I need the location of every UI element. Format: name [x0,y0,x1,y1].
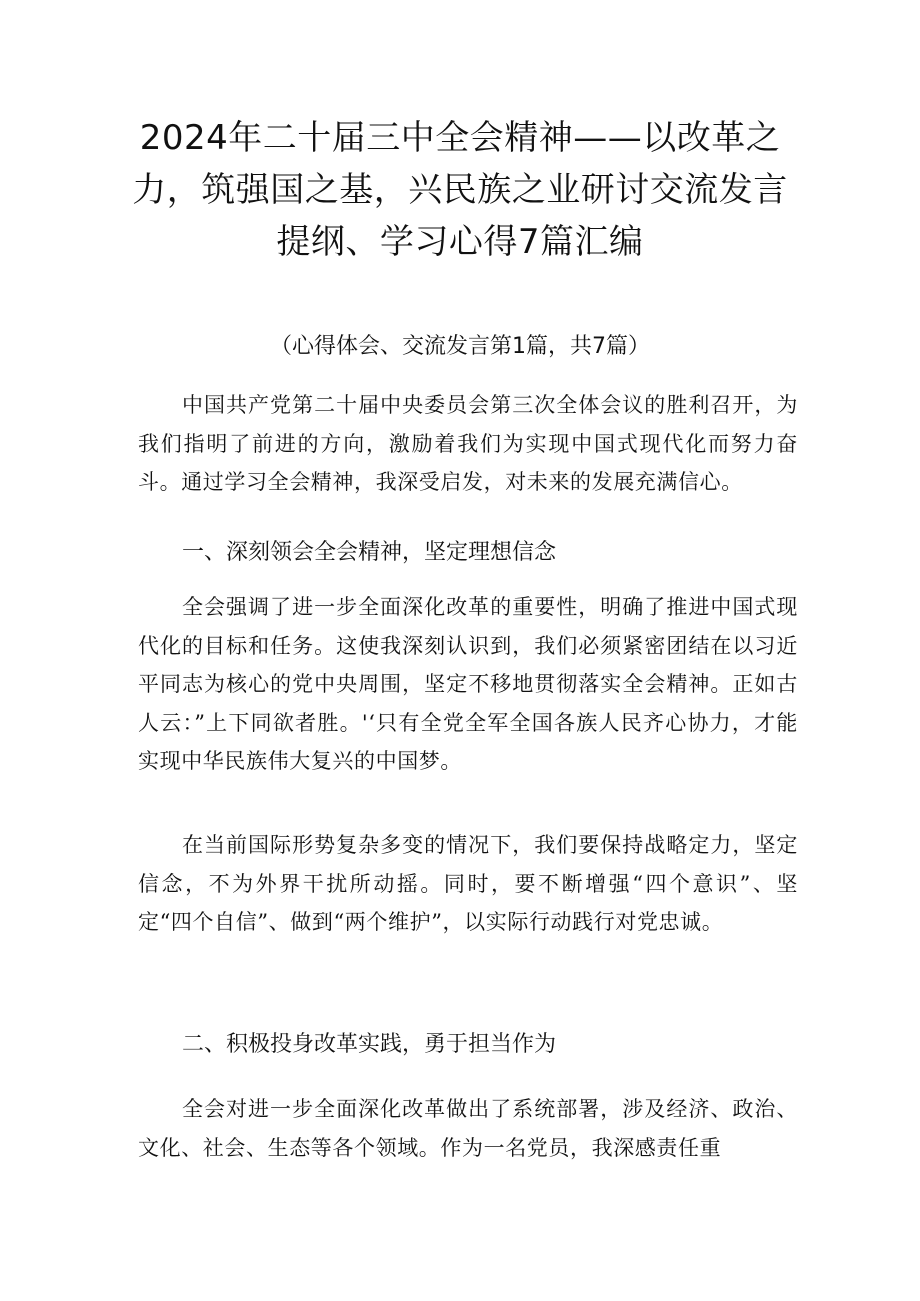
intro-paragraph: 中国共产党第二十届中央委员会第三次全体会议的胜利召开，为我们指明了前进的方向，激励着我们为实现中国式现代化而努力奋斗。通过学习全会精神，我深受启发，对未来的发展充满信心。 [138,393,798,494]
section-1-paragraph-2: 在当前国际形势复杂多变的情况下，我们要保持战略定力，坚定信念，不为外界干扰所动摇。同时，要不断增强“四个意识”、坚定“四个自信”、做到“两个维护”，以实际行动践行对党忠诚。 [138,833,798,934]
document-title: 2024年二十届三中全会精神——以改革之力，筑强国之基，兴民族之业研讨交流发言提纲、学习心得7篇汇编 [132,118,788,262]
section-heading-2: 二、积极投身改革实践，勇于担当作为 [182,1032,557,1057]
document-subtitle: （心得体会、交流发言第1篇，共7篇） [270,334,650,359]
section-heading-1: 一、深刻领会全会精神，坚定理想信念 [182,540,557,565]
section-2-paragraph-1: 全会对进一步全面深化改革做出了系统部署，涉及经济、政治、文化、社会、生态等各个领域。作为一名党员，我深感责任重 [138,1097,798,1160]
section-1-paragraph-1: 全会强调了进一步全面深化改革的重要性，明确了推进中国式现代化的目标和任务。这使我深刻认识到，我们必须紧密团结在以习近平同志为核心的党中央周围，坚定不移地贯彻落实全会精神。正如古人云：”上下同欲者胜。'‘只有全党全军全国各族人民齐心协力，才能实现中华民族伟大复兴的中国梦。 [138,595,798,773]
